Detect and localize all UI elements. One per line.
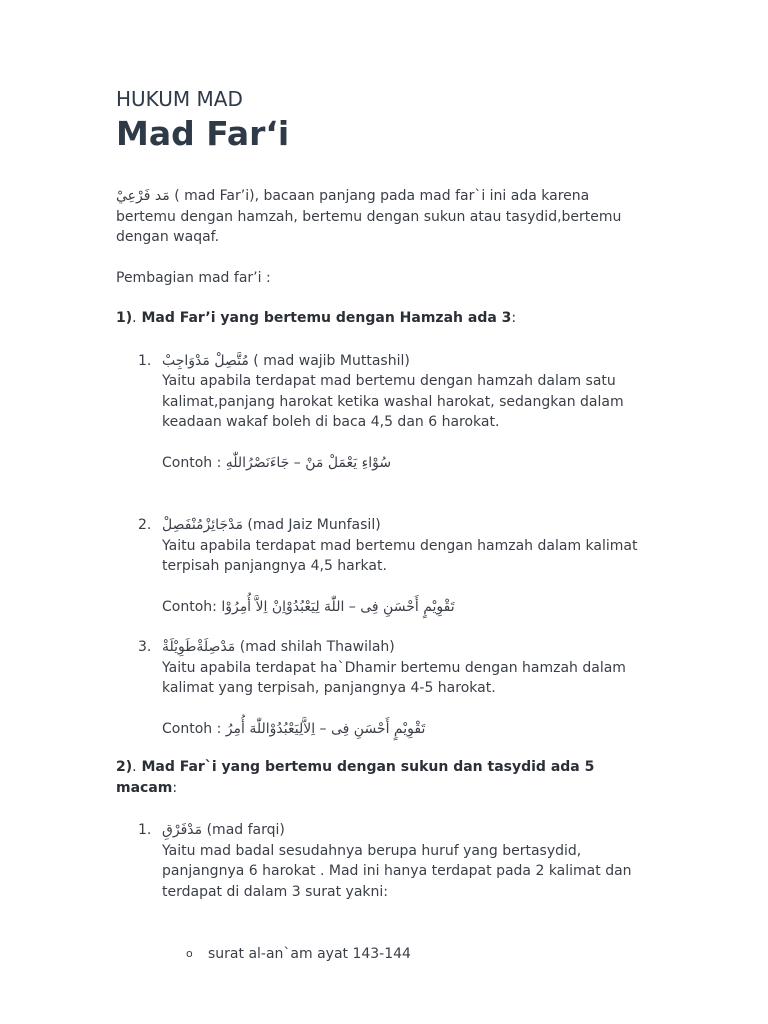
document-subtitle: HUKUM MAD [116, 87, 243, 111]
section-2-prefix: 2) [116, 759, 133, 775]
list-item-number: 1. [138, 352, 152, 369]
list-item-arabic: مَدْصِلَةْطَوِيْلَةْ [162, 639, 236, 655]
section-2-heading [116, 757, 646, 798]
list-item-label: ( mad wajib Muttashil) [248, 352, 410, 369]
list-item-arabic: مُتَّصِلْ مَدْوَاجِبْ [162, 352, 249, 369]
contoh-label: Contoh : [162, 720, 226, 737]
section-1-list [116, 351, 646, 740]
intro-line-2: bertemu dengan hamzah, bertemu dengan sukun atau tasydid,bertemu [116, 208, 622, 225]
list-item-number: 1. [138, 822, 152, 838]
list-item-number: 3. [138, 639, 152, 655]
contoh-arabic: سُوْاءِ يَعْمَلْ مَنْ – جَاءَنَصْرُاللّٰهِ [225, 454, 392, 471]
contoh-line [162, 453, 646, 474]
list-item [116, 637, 646, 739]
contoh-arabic: تَقْوِيْمٍ أَحْسَنِ فِى – اللّٰهَ لِيَعْبُدُوْاِنْ اِلاَّ أُمِرُوْا [221, 598, 455, 615]
contoh-label: Contoh: [162, 598, 222, 615]
pembagian-text: Pembagian mad far’i : [116, 269, 271, 286]
list-item-line: panjangnya 6 harokat . Mad ini hanya terdapat pada 2 kalimat dan [162, 863, 632, 879]
list-item-number: 2. [138, 517, 152, 533]
bullet-text: surat al-an`am ayat 143-144 [208, 946, 411, 962]
list-item-title [162, 515, 646, 536]
list-item-line: Yaitu apabila terdapat mad bertemu dengan hamzah dalam satu [162, 373, 616, 389]
list-item-line: Yaitu apabila terdapat ha`Dhamir bertemu dengan hamzah dalam [162, 659, 626, 676]
section-2-dot: . [132, 759, 137, 775]
list-item-line: Yaitu apabila terdapat mad bertemu dengan hamzah dalam kalimat [162, 537, 638, 554]
list-item [116, 351, 646, 474]
list-item-line: keadaan wakaf boleh di baca 4,5 dan 6 harokat. [162, 414, 500, 430]
section-1-title: Mad Far’i yang bertemu dengan Hamzah ada 3 [136, 310, 512, 326]
section-1-colon: : [511, 310, 517, 326]
list-item-label: (mad farqi) [202, 822, 285, 838]
intro-paragraph [116, 186, 646, 248]
document-page [116, 88, 646, 965]
list-item-line: kalimat yang terpisah, panjangnya 4-5 harokat. [162, 680, 496, 696]
list-item-line: terpisah panjangnya 4,5 harkat. [162, 558, 387, 574]
list-item [116, 515, 646, 617]
bullet-list-item [116, 944, 646, 965]
bullet-marker: o [186, 947, 193, 960]
section-1-dot: . [132, 310, 137, 326]
contoh-line [162, 719, 646, 740]
list-item-label: (mad shilah Thawilah) [235, 639, 395, 655]
list-item-line: terdapat di dalam 3 surat yakni: [162, 883, 388, 900]
intro-arabic: مَد فَرْعِيْ [116, 188, 170, 204]
list-item-arabic: مَدْجَائِزْمُنْفَصِلْ [162, 517, 243, 533]
intro-line-1 [116, 186, 646, 207]
list-item-arabic: مَدْفَرْقِ [162, 822, 203, 838]
section-1-prefix: 1) [116, 310, 133, 326]
contoh-line [162, 597, 646, 618]
section-1-heading [116, 308, 646, 329]
section-2-title: Mad Far`i yang bertemu dengan sukun dan tasydid ada 5 macam [116, 759, 595, 796]
section-2-colon: : [172, 779, 178, 796]
list-item-title [162, 637, 646, 658]
list-item-line: Yaitu mad badal sesudahnya berupa huruf yang bertasydid, [162, 842, 582, 859]
list-item-line: kalimat,panjang harokat ketika washal harokat, sedangkan dalam [162, 393, 624, 410]
list-item-title [162, 351, 646, 372]
section-2-list [116, 820, 646, 902]
list-item-label: (mad Jaiz Munfasil) [242, 517, 381, 533]
list-item-title [162, 820, 646, 841]
document-title: Mad Far‘i [116, 114, 290, 153]
intro-line-3: dengan waqaf. [116, 229, 220, 245]
intro-text: ( mad Far’i), bacaan panjang pada mad far`i ini ada karena [169, 188, 590, 204]
contoh-label: Contoh : [162, 454, 226, 471]
contoh-arabic: تَقْوِيْمٍ أَحْسَنِ فِى – اِلاَّلِيَعْبُدُوْاللّٰهَ أُمِرُ [225, 720, 426, 737]
list-item [116, 820, 646, 902]
